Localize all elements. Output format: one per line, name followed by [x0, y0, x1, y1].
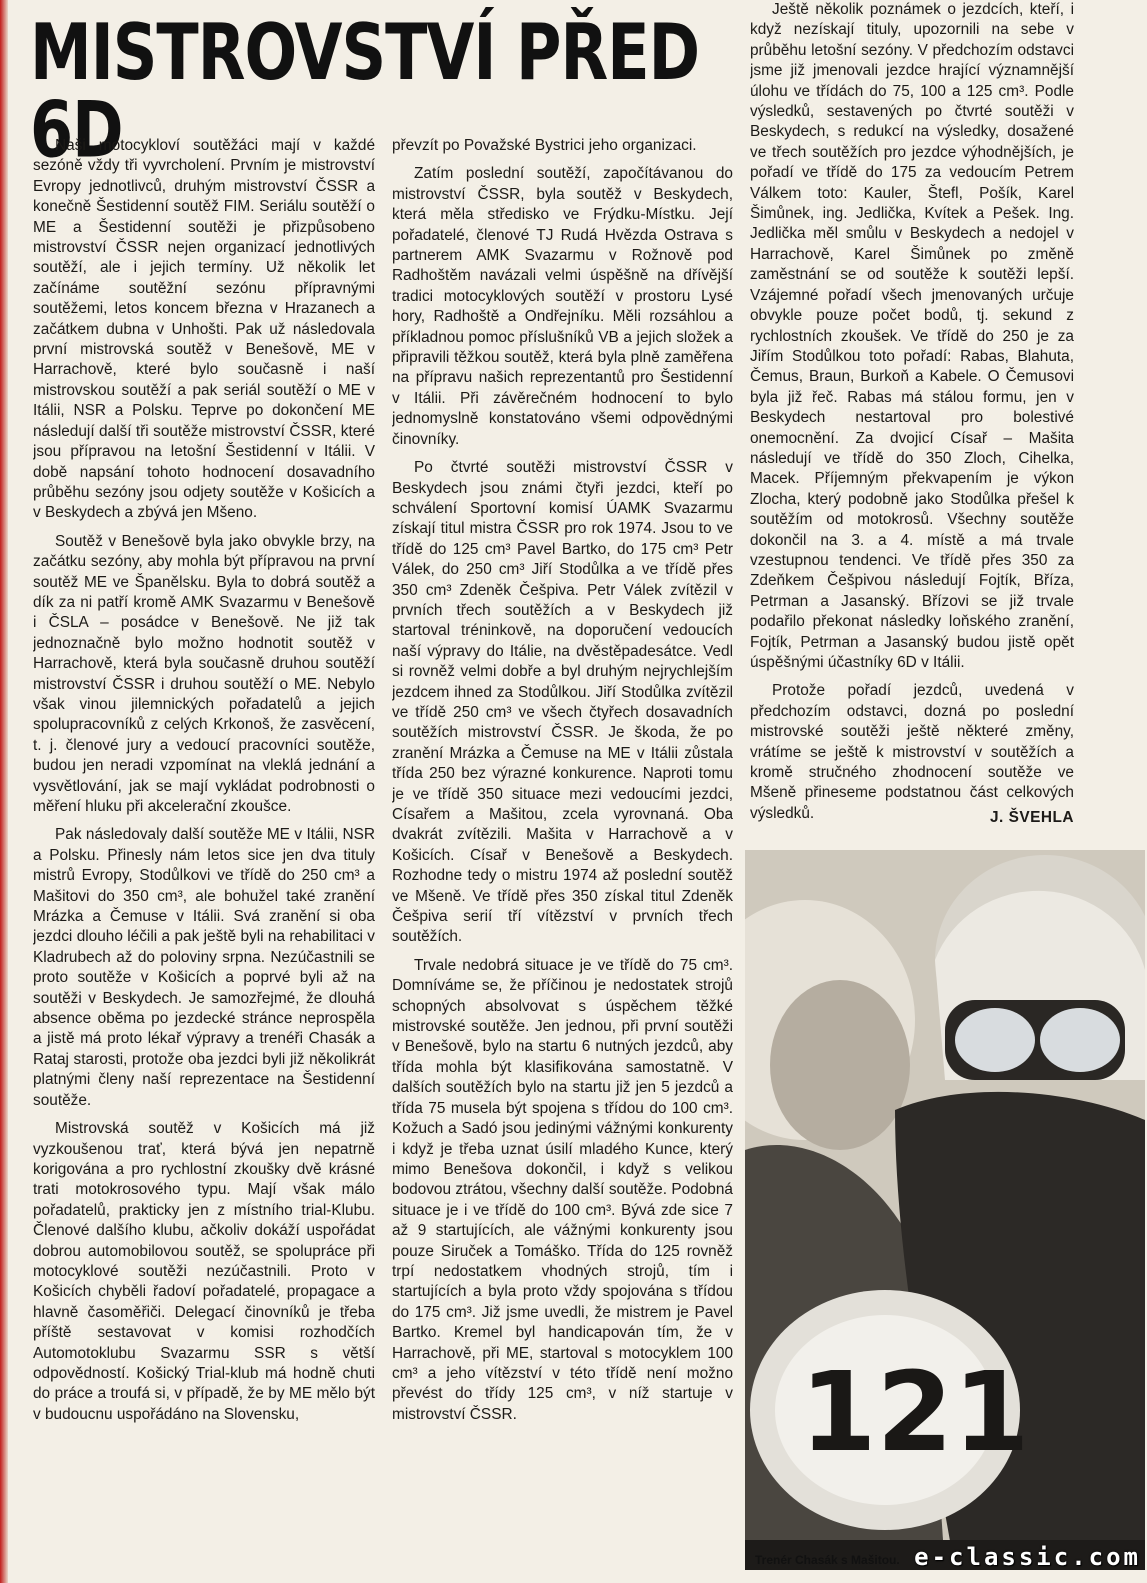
article-title: MISTROVSTVÍ PŘED 6D [30, 6, 700, 176]
author-signature: J. ŠVEHLA [989, 809, 1074, 827]
paragraph: převzít po Považské Bystrici jeho organizaci. [392, 137, 697, 154]
paragraph: Po čtvrté soutěži mistrovství ČSSR v Beskydech jsou známi čtyři jezdci, kteří po schválení Sportovní komisí ÚAMK Svazarmu získají titul mistra ČSSR pro rok 1974. Jsou to ve třídě do 125 cm³ Pavel Bartko, do 175 cm³ Petr Válek, do 250 cm³ Jiří Stodůlka a ve třídě přes 350 cm³ Zdeněk Češpiva. Petr Válek zvítězil v prvních třech soutěžích a v Beskydech již startoval tréninkově, na doporučení vedoucích naší výpravy do Itálie, na dvěstěpadesátce. Vedl si rovněž velmi dobře a byl druhým nejrychlejším jezdcem ihned za Stodůlkou. Jiří Stodůlka zvítězil ve třídě 250 cm³ ve všech čtyřech dosavadních soutěžích mistrovství ČSSR. Je škoda, že po zranění Mrázka a Čemuse na ME v Itálii zůstala třída 250 bez výrazné konkurence. Naproti tomu je ve třídě 350 situace mezi vedoucími jezdci, Císařem a Mašitou, zcela vyrovnaná. Oba dvakrát zvítězili. Mašita v Harrachově a v Košicích. Císař v Benešově a Beskydech. Rozhodne tedy o mistru 1974 až poslední soutěž ve Mšeně. Ve třídě přes 350 získal titul Zdeněk Češpiva serií tří vítězství v prvních třech soutěžích. [392, 459, 733, 946]
paragraph: Soutěž v Benešově byla jako obvykle brzy, na začátku sezóny, aby mohla být přípravou na první soutěž ME ve Španělsku. Byla to dobrá soutěž a dík za ni patří kromě AMK Svazarmu v Benešově i ČSLA – posádce v Benešově. Ne již tak jednoznačně bylo možno hodnotit soutěž v Harrachově, která byla současně druhou soutěží mistrovství ČSSR i druhou soutěží o ME. Nebylo však vinou jilemnických pořadatelů a jejich spolupracovníků z celých Krkonoš, že zasvěcení, t. j. členové jury a vedoucí pracovníci soutěže, budou jen neradi vzpomínat na vleklá jednání a vysvětlování, jak se mají vykládat podrobnosti o měření hluku při akcelerační zkoušce. [33, 532, 375, 815]
watermark: e-classic.com [914, 1543, 1141, 1571]
paragraph: Protože pořadí jezdců, uvedená v předchozím odstavci, dozná po poslední mistrovské soutěži ještě některé změny, vrátíme se ještě k mistrovství v soutěžích a kromě stručného zhodnocení soutěže ve Mšeně přineseme podstatnou část celkových výsledků. [750, 682, 1074, 822]
paragraph: Pak následovaly další soutěže ME v Itálii, NSR a Polsku. Přinesly nám letos sice jen dva tituly mistrů Evropy, Stodůlkovi ve třídě do 250 cm³ a Mašitovi do 350 cm³, ale bohužel také zranění Mrázka a Čemuse v Itálii. Svá zranění si oba jezdci dlouho léčili a pak ještě byli na rehabilitaci v Kladrubech až do poloviny srpna. Nezúčastnili se proto soutěže v Košicích a poprvé byli až na soutěži v Beskydech. Je samozřejmé, že dlouhá absence oběma po jezdecké stránce neprospěla a jistě má proto lékař výpravy a trenéři Chasák a Rataj starosti, protože oba jezdci byli již několikrát platnými členy naší reprezentace na Šestidenní soutěže. [33, 826, 375, 1109]
paragraph: Trvale nedobrá situace je ve třídě do 75 cm³. Domníváme se, že příčinou je nedostatek strojů schopných absolvovat s úspěchem těžké mistrovské soutěže. Jen jednou, při první soutěži v Benešově, bylo na startu 6 nutných jezdců, aby třída mohla být klasifikována samostatně. V dalších soutěžích bylo na startu již jen 5 jezdců a třída 75 musela být spojena s třídou do 100 cm³. Kožuch a Sadó jsou jedinými vážnými konkurenty i když je třeba uznat úsilí mladého Kunce, který mimo Benešova dokončil, i když s velikou bodovou ztrátou, všechny další soutěže. Podobná situace je i ve třídě do 100 cm³. Bývá zde sice 7 až 9 startujících, ale vážnými konkurenty jsou pouze Siruček a Tomáško. Třída do 125 rovněž trpí nedostatkem vhodných strojů, tím i startujících a byla proto vždy spojována s třídou do 175 cm³. Již jsme uvedli, že mistrem je Pavel Bartko. Kremel byl handicapován tím, že v Harrachově, při ME, startoval s motocyklem 100 cm³ a jeho vítězství v této třídě není možno převést do třídy 125 cm³, v níž startuje v mistrovství ČSSR. [392, 956, 733, 1423]
text-column-3 [750, 0, 1074, 845]
photo-number: 121 [800, 1348, 1030, 1476]
text-column-2 [392, 136, 733, 1576]
paragraph: Ještě několik poznámek o jezdcích, kteří, i když nezískají tituly, upozornili na sebe v průběhu letošní sezóny. V předchozím odstavci jsme již jmenovali jezdce hrající významnější úlohu ve třídách do 75, 100 a 125 cm³. Podle výsledků, sestavených po čtvrté soutěži v Beskydech, s redukcí na výsledky, dosažené ve třech soutěžích pro jezdce výhodnějších, je pořadí ve třídě do 175 za vedoucím Petrem Válkem toto: Kauler, Štefl, Pošík, Karel Šimůnek, ing. Jedlička, Kvítek a Pešek. Ing. Jedlička měl smůlu v Beskydech a nedojel v Harrachově, Karel Šimůnek po změně zaměstnání se od soutěže k soutěži lepší. Vzájemné pořadí všech jmenovaných určuje obvykle pouze počet bodů, tj. sekund z rychlostních zkoušek. Ve třídě do 250 je za Jiřím Stodůlkou toto pořadí: Rabas, Blahuta, Čemus, Braun, Burkoň a Kabele. O Čemusovi byla již řeč. Rabas má stálou formu, jen v Beskydech nestartoval pro bolestivé onemocnění. Za dvojicí Císař – Mašita následují ve třídě do 350 Zloch, Cihelka, Macek. Příjemným překvapením je výkon Zlocha, který podobně jako Stodůlka přešel k soutěžím od motokrosů. Všechny soutěže dokončil na 3. a 4. místě a má trvale vzestupnou tendenci. Ve třídě přes 350 za Zdeňkem Češpivou následují Fojtík, Bříza, Petrman a Jasanský. Břízovi se již trvale podařilo překonat následky loňského zranění, Fojtík, Petrman a Jasanský budou jistě opět úspěšnými účastníky 6D v Itálii. [750, 1, 1074, 671]
photo-caption: Trenér Chasák s Mašitou. [755, 1553, 900, 1567]
paragraph: Mistrovská soutěž v Košicích má již vyzkoušenou trať, která bývá jen nepatrně korigována a pro rychlostní zkoušky dvě krásné trati motokrosového typu. Mají však málo pořadatelů, prakticky jen z místního trial-Klubu. Členové dalšího klubu, ačkoliv dokáží uspořádat dobrou automobilovou soutěž, se spolupráce při motocyklové soutěži nezúčastnili. Proto v Košicích chyběli řadoví pořadatelé, propagace a hlavně časoměřiči. Delegací činovníků je třeba příště sestavovat v komisi rozhodčích Automotoklubu Svazarmu SSR s větší odpovědností. Košický Trial-klub má hodně chuti do práce a troufá si, v případě, že by ME mělo být v budoucnu uspořádáno na Slovensku, [33, 1120, 375, 1423]
paragraph: Zatím poslední soutěží, započítávanou do mistrovství ČSSR, byla soutěž v Beskydech, která měla středisko ve Frýdku-Místku. Její pořadatelé, členové TJ Rudá Hvězda Ostrava s partnerem AMK Svazarmu v Rožnově pod Radhoštěm navázali velmi úspěšně na dřívější tradici motocyklových soutěží v prostoru Lysé hory, Radhoště a Ondřejníku. Měli rozsáhlou a příkladnou pomoc příslušníků VB a jejich složek a připravili těžkou soutěž, která byla plně zaměřena na přípravu našich reprezentantů pro Šestidenní v Itálii. Při závěrečném hodnocení to bylo jednomyslně konstatováno všemi odpovědnými činovníky. [392, 165, 733, 448]
article-photo [745, 850, 1145, 1570]
text-column-1 [33, 136, 375, 1576]
photo-illustration [745, 850, 1145, 1570]
page-edge [0, 0, 8, 1583]
paragraph: Naši motocykloví soutěžáci mají v každé sezóně vždy tři vyvrcholení. Prvním je mistrovství Evropy jednotlivců, druhým mistrovství ČSSR a konečně Šestidenní soutěž FIM. Seriálu soutěží o ME a Šestidenní soutěži je přizpůsobeno mistrovství ČSSR nejen organizací jednotlivých soutěží, ale i jejich termíny. Už několik let začínáme soutěžní sezónu přípravnými soutěžemi, letos koncem března v Hrazanech a začátkem dubna v Unhošti. Pak už následovala první mistrovská soutěž v Benešově, ME v Harrachově, které bylo současně i naší mistrovskou soutěží a pak seriál soutěží o ME v Itálii, NSR a Polsku. Teprve po dokončení ME následují další tři soutěže mistrovství ČSSR, které jsou přípravou na letošní Šestidenní v Itálii. V době napsání tohoto hodnocení dosavadního průběhu sezóny jsou odjety soutěže v Košicích a v Beskydech a zbývá jen Mšeno. [33, 137, 375, 522]
